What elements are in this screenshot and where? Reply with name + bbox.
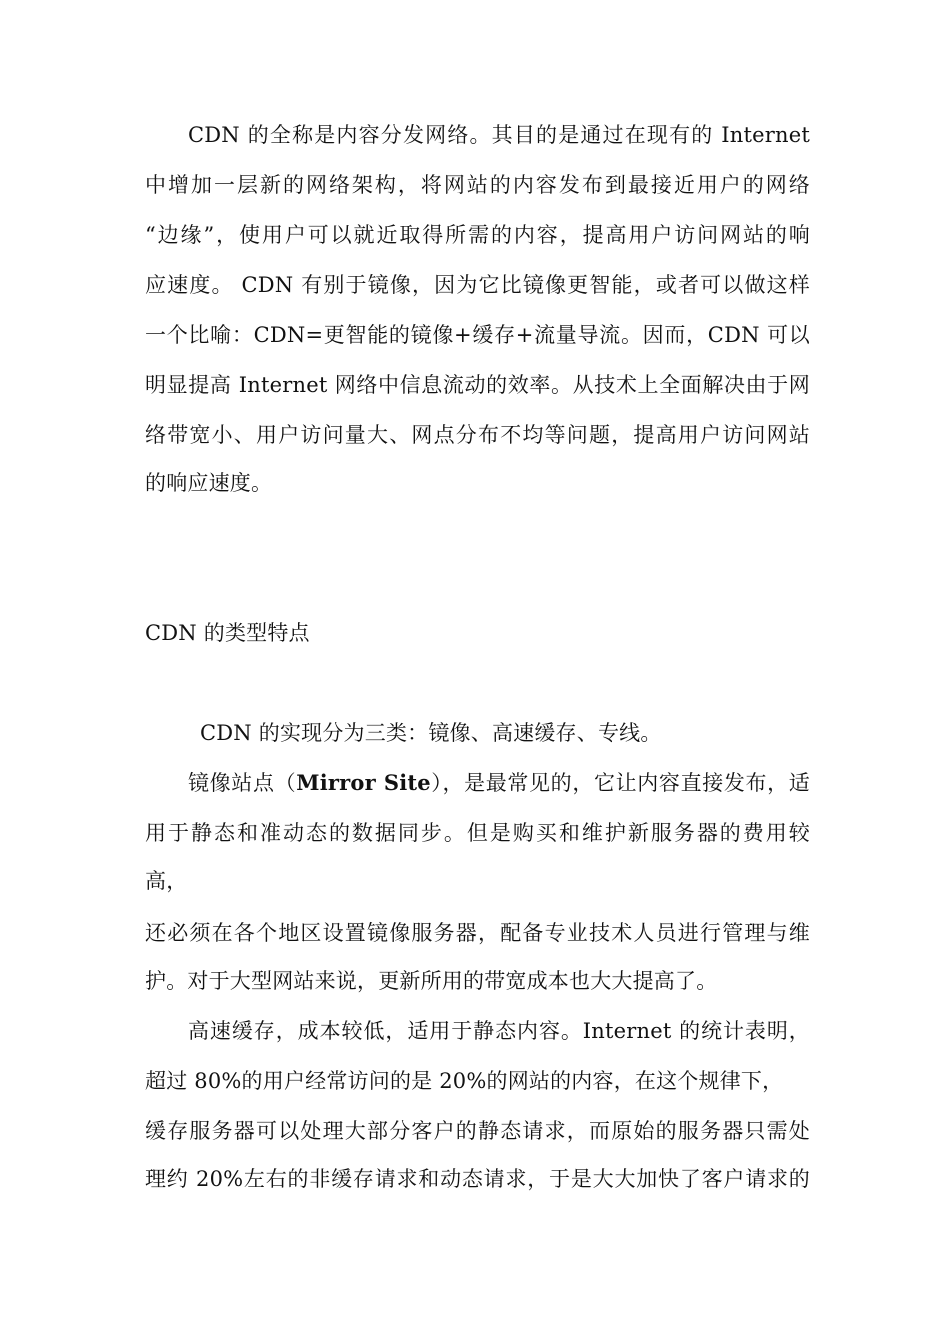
- intro-line-2: 中增加一层新的网络架构，将网站的内容发布到最接近用户的网络: [145, 173, 810, 197]
- cache-line-3: 缓存服务器可以处理大部分客户的静态请求，而原始的服务器只需处: [145, 1119, 810, 1143]
- cache-line-4: 理约 20%左右的非缓存请求和动态请求，于是大大加快了客户请求的: [145, 1167, 810, 1191]
- mirror-line-3: 高，: [145, 869, 188, 893]
- intro-line-1: CDN 的全称是内容分发网络。其目的是通过在现有的 Internet: [188, 123, 810, 147]
- mirror-line-5: 护。对于大型网站来说，更新所用的带宽成本也大大提高了。: [145, 969, 718, 993]
- mirror-line-1-suffix: ），是最常见的，它让内容直接发布，适: [430, 771, 811, 795]
- types-intro: CDN 的实现分为三类：镜像、高速缓存、专线。: [200, 721, 662, 745]
- mirror-line-2: 用于静态和准动态的数据同步。但是购买和维护新服务器的费用较: [145, 821, 810, 845]
- intro-line-4: 应速度。 CDN 有别于镜像，因为它比镜像更智能，或者可以做这样: [145, 273, 810, 297]
- mirror-site-term: Mirror Site: [296, 770, 431, 795]
- intro-line-3: “边缘”，使用户可以就近取得所需的内容，提高用户访问网站的响: [145, 223, 810, 247]
- intro-line-5: 一个比喻：CDN=更智能的镜像+缓存+流量导流。因而，CDN 可以: [145, 323, 810, 347]
- mirror-line-1: [188, 768, 810, 798]
- intro-line-8: 的响应速度。: [145, 471, 273, 495]
- intro-line-6: 明显提高 Internet 网络中信息流动的效率。从技术上全面解决由于网: [145, 373, 810, 397]
- cache-line-2: 超过 80%的用户经常访问的是 20%的网站的内容，在这个规律下，: [145, 1069, 784, 1093]
- mirror-line-4: 还必须在各个地区设置镜像服务器，配备专业技术人员进行管理与维: [145, 921, 810, 945]
- cache-line-1: 高速缓存，成本较低，适用于静态内容。Internet 的统计表明，: [188, 1019, 810, 1043]
- intro-line-7: 络带宽小、用户访问量大、网点分布不均等问题，提高用户访问网站: [145, 423, 810, 447]
- section-heading: CDN 的类型特点: [145, 621, 310, 645]
- mirror-line-1-prefix: 镜像站点（: [188, 771, 297, 795]
